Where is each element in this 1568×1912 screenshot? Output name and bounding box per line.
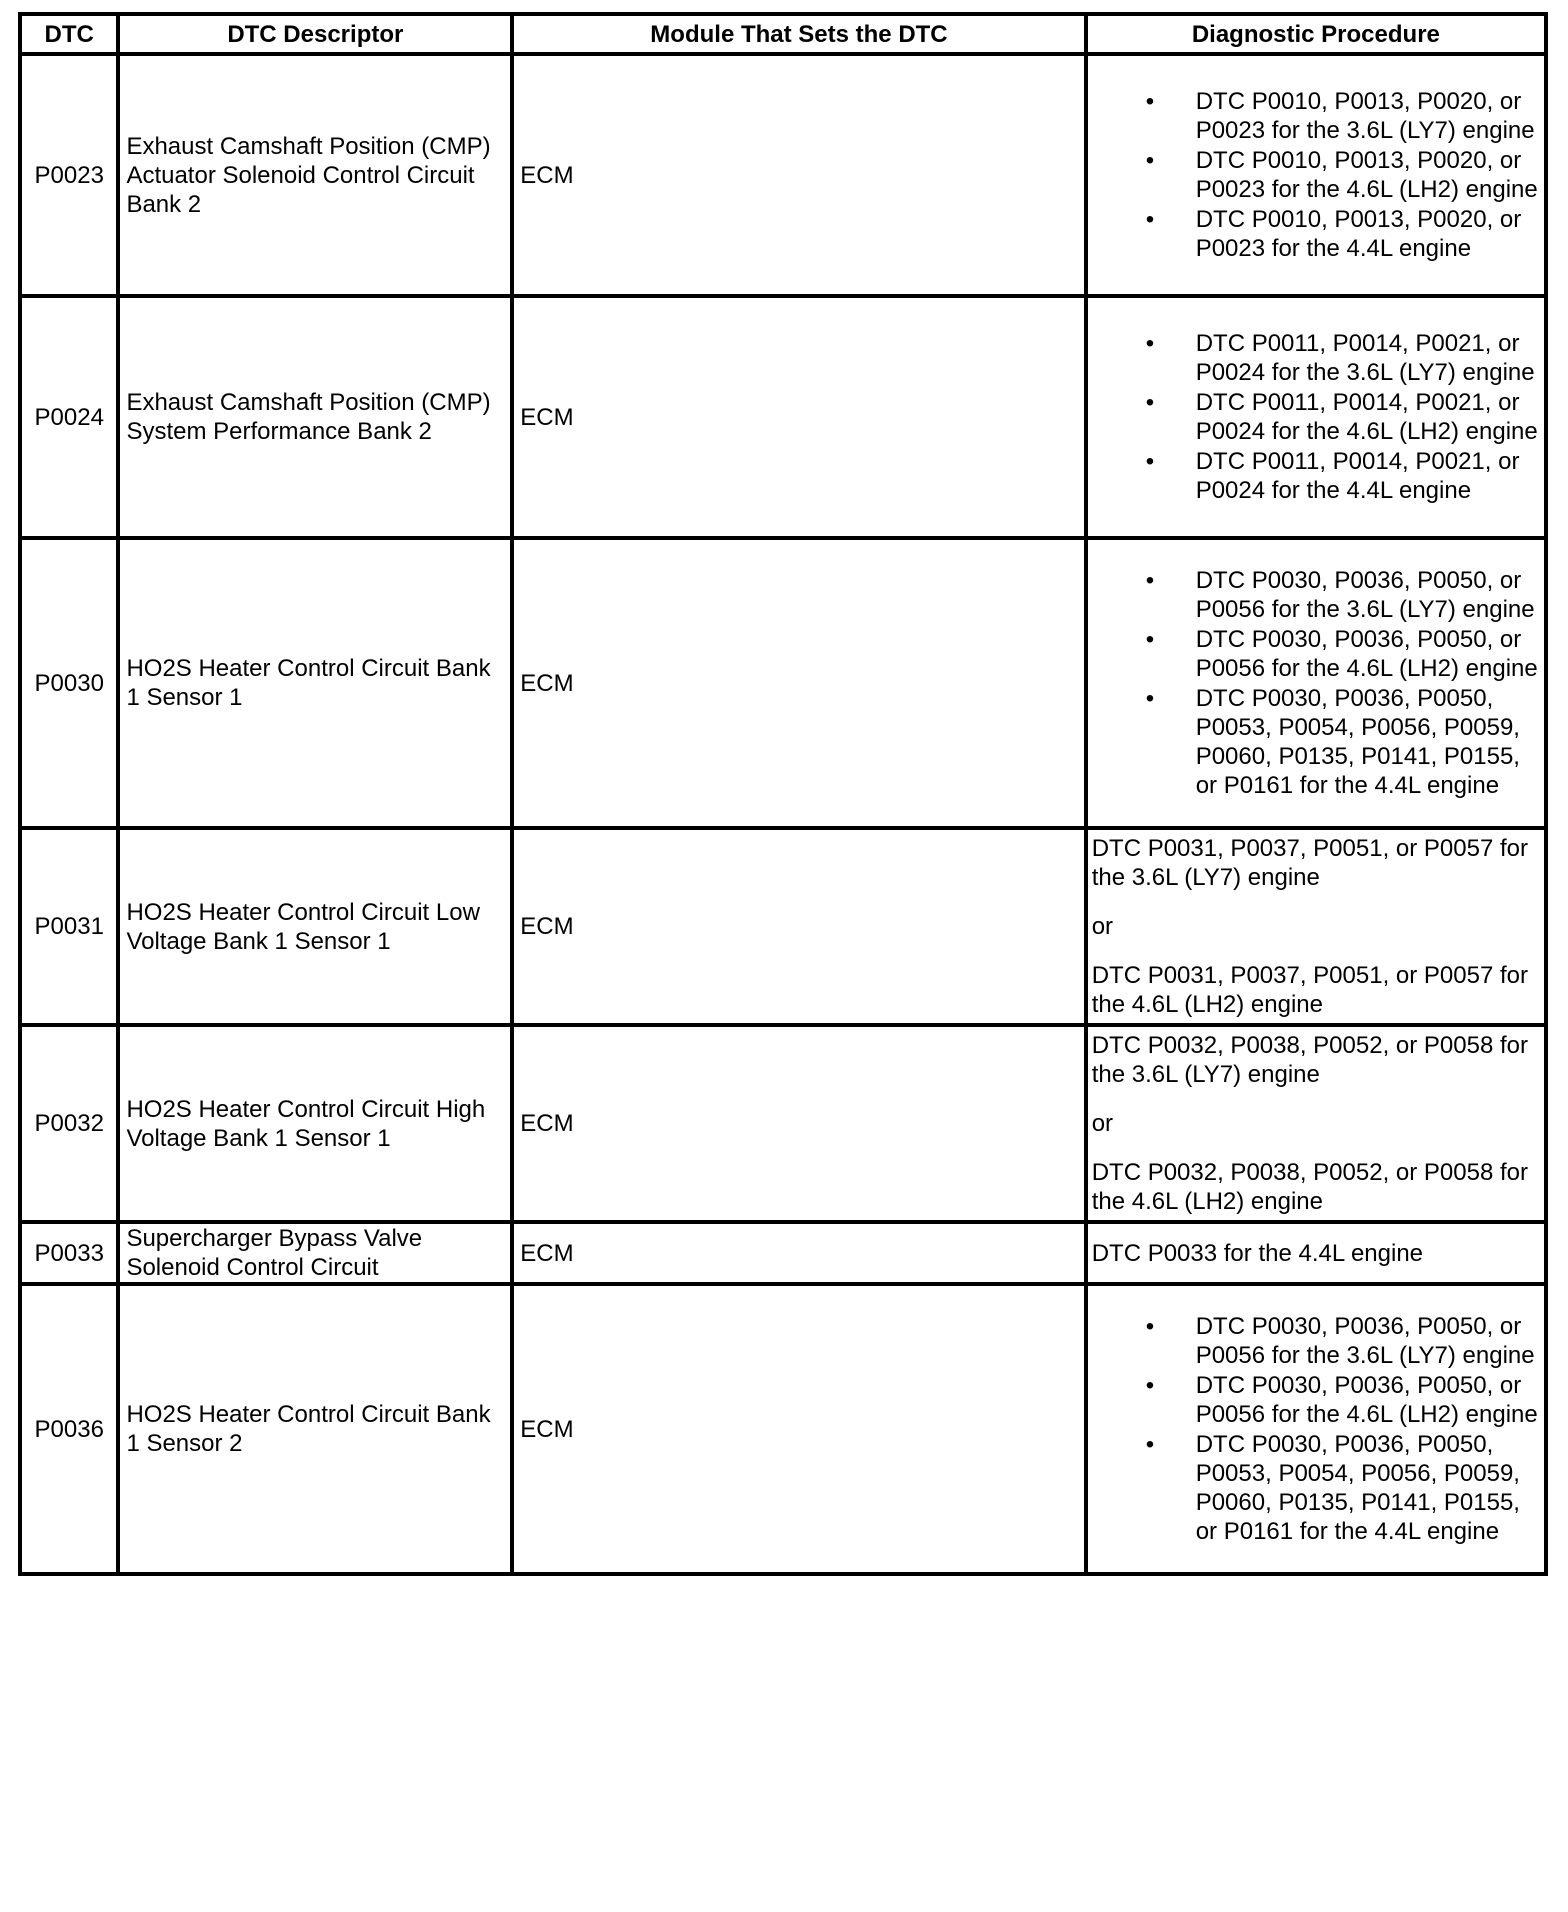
dtc-code: P0036: [20, 1284, 118, 1574]
header-procedure: Diagnostic Procedure: [1086, 14, 1546, 54]
bullet-icon: •: [1145, 147, 1155, 174]
dtc-code: P0023: [20, 54, 118, 296]
diagnostic-procedure: [1086, 1284, 1546, 1574]
bullet-icon: •: [1145, 626, 1155, 653]
procedure-link: DTC P0030, P0036, P0050, P0053, P0054, P0056, P0059, P0060, P0135, P0141, P0155, or P0161 for the 4.4L engine: [1195, 685, 1520, 799]
bullet-icon: •: [1145, 206, 1155, 233]
module-name: ECM: [512, 538, 1085, 828]
procedure-link: DTC P0010, P0013, P0020, or P0023 for the 4.6L (LH2) engine: [1195, 147, 1538, 203]
bullet-icon: •: [1145, 448, 1155, 475]
table-row: [20, 1284, 1546, 1574]
procedure-list: [1092, 329, 1540, 505]
list-item: [1092, 205, 1540, 263]
list-item: [1092, 1312, 1540, 1370]
procedure-list: [1092, 1312, 1540, 1546]
procedure-link: DTC P0032, P0038, P0052, or P0058 for the 4.6L (LH2) engine: [1091, 1159, 1528, 1215]
dtc-table: [18, 12, 1548, 1576]
procedure-link: DTC P0011, P0014, P0021, or P0024 for the 4.6L (LH2) engine: [1195, 389, 1538, 445]
list-item: [1092, 1371, 1540, 1429]
procedure-link: DTC P0032, P0038, P0052, or P0058 for the 3.6L (LY7) engine: [1091, 1032, 1528, 1088]
diagnostic-procedure: DTC P0033 for the 4.4L engine: [1086, 1222, 1546, 1284]
procedure-link: DTC P0031, P0037, P0051, or P0057 for the 4.6L (LH2) engine: [1091, 962, 1528, 1018]
header-descriptor: DTC Descriptor: [118, 14, 512, 54]
procedure-link: DTC P0030, P0036, P0050, P0053, P0054, P0056, P0059, P0060, P0135, P0141, P0155, or P0161 for the 4.4L engine: [1195, 1431, 1520, 1545]
list-item: [1092, 1430, 1540, 1546]
dtc-code: P0030: [20, 538, 118, 828]
table-row: [20, 538, 1546, 828]
table-row: [20, 1222, 1546, 1284]
dtc-descriptor: Exhaust Camshaft Position (CMP) System Performance Bank 2: [118, 296, 512, 538]
list-item: [1092, 146, 1540, 204]
module-name: ECM: [512, 54, 1085, 296]
dtc-descriptor: HO2S Heater Control Circuit Bank 1 Sensor 2: [118, 1284, 512, 1574]
table-row: [20, 296, 1546, 538]
dtc-descriptor: HO2S Heater Control Circuit High Voltage Bank 1 Sensor 1: [118, 1025, 512, 1222]
module-name: ECM: [512, 828, 1085, 1025]
diagnostic-procedure: [1086, 1025, 1546, 1222]
header-module: Module That Sets the DTC: [512, 14, 1085, 54]
procedure-link: DTC P0011, P0014, P0021, or P0024 for the 4.4L engine: [1195, 448, 1520, 504]
header-dtc: DTC: [20, 14, 118, 54]
bullet-icon: •: [1145, 1313, 1155, 1340]
procedure-list: [1092, 87, 1540, 263]
dtc-descriptor: Supercharger Bypass Valve Solenoid Control Circuit: [118, 1222, 512, 1284]
dtc-code: P0024: [20, 296, 118, 538]
list-item: [1092, 684, 1540, 800]
bullet-icon: •: [1145, 330, 1155, 357]
procedure-link: DTC P0030, P0036, P0050, or P0056 for the 4.6L (LH2) engine: [1195, 626, 1538, 682]
bullet-icon: •: [1145, 1372, 1155, 1399]
dtc-descriptor: Exhaust Camshaft Position (CMP) Actuator Solenoid Control Circuit Bank 2: [118, 54, 512, 296]
diagnostic-procedure: [1086, 828, 1546, 1025]
list-item: [1092, 566, 1540, 624]
list-item: [1092, 625, 1540, 683]
procedure-link: DTC P0010, P0013, P0020, or P0023 for the 3.6L (LY7) engine: [1195, 88, 1535, 144]
list-item: [1092, 388, 1540, 446]
table-row: [20, 828, 1546, 1025]
diagnostic-procedure: [1086, 296, 1546, 538]
bullet-icon: •: [1145, 567, 1155, 594]
dtc-code: P0033: [20, 1222, 118, 1284]
module-name: ECM: [512, 1025, 1085, 1222]
module-name: ECM: [512, 296, 1085, 538]
or-separator: or: [1091, 913, 1114, 940]
bullet-icon: •: [1145, 88, 1155, 115]
list-item: [1092, 87, 1540, 145]
module-name: ECM: [512, 1222, 1085, 1284]
procedure-list: [1092, 566, 1540, 800]
procedure-link: DTC P0030, P0036, P0050, or P0056 for the 3.6L (LY7) engine: [1195, 1313, 1535, 1369]
procedure-link: DTC P0010, P0013, P0020, or P0023 for the 4.4L engine: [1195, 206, 1522, 262]
module-name: ECM: [512, 1284, 1085, 1574]
or-separator: or: [1091, 1110, 1114, 1137]
table-row: [20, 1025, 1546, 1222]
procedure-link: DTC P0011, P0014, P0021, or P0024 for the 3.6L (LY7) engine: [1195, 330, 1535, 386]
diagnostic-procedure: [1086, 54, 1546, 296]
dtc-descriptor: HO2S Heater Control Circuit Bank 1 Sensor 1: [118, 538, 512, 828]
list-item: [1092, 447, 1540, 505]
dtc-code: P0032: [20, 1025, 118, 1222]
list-item: [1092, 329, 1540, 387]
procedure-link: DTC P0031, P0037, P0051, or P0057 for the 3.6L (LY7) engine: [1091, 835, 1528, 891]
header-row: [20, 14, 1546, 54]
dtc-code: P0031: [20, 828, 118, 1025]
dtc-descriptor: HO2S Heater Control Circuit Low Voltage Bank 1 Sensor 1: [118, 828, 512, 1025]
table-row: [20, 54, 1546, 296]
procedure-link: DTC P0030, P0036, P0050, or P0056 for the 4.6L (LH2) engine: [1195, 1372, 1538, 1428]
diagnostic-procedure: [1086, 538, 1546, 828]
bullet-icon: •: [1145, 389, 1155, 416]
bullet-icon: •: [1145, 1431, 1155, 1458]
bullet-icon: •: [1145, 685, 1155, 712]
procedure-link: DTC P0030, P0036, P0050, or P0056 for the 3.6L (LY7) engine: [1195, 567, 1535, 623]
